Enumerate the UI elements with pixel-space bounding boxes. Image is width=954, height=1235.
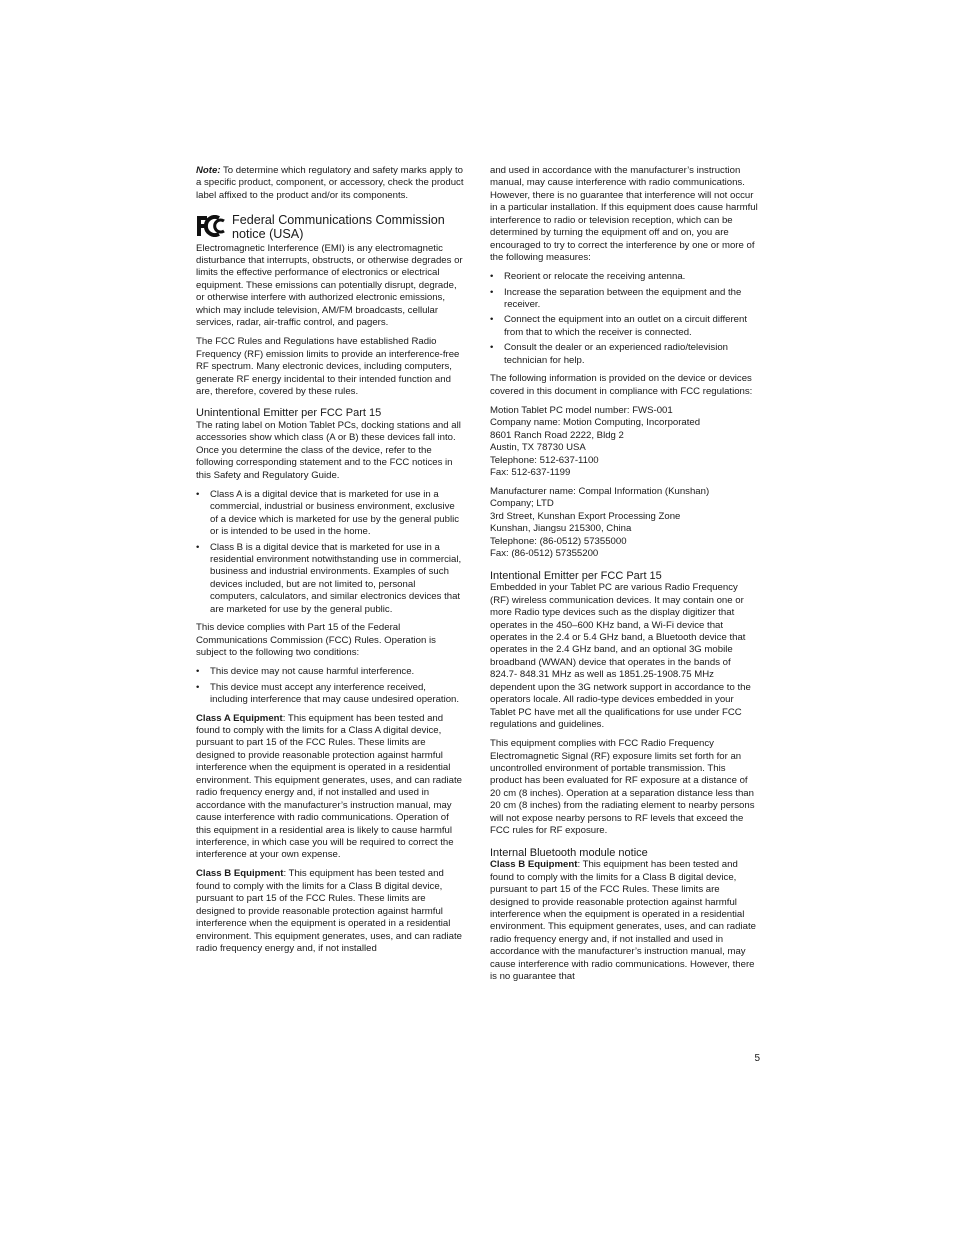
fcc-section-heading [196, 214, 464, 241]
class-b-text: : This equipment has been tested and found to comply with the limits for a Class B digital device, pursuant to part 15 of the FCC Rules. These limits are designed to provide reasonable protection against harmful interference when the equipment is operated in a residential environment. This equipment generates, uses, and can radiate radio frequency energy and, if not installed [196, 868, 462, 955]
bluetooth-class-b-label: Class B Equipment [490, 859, 578, 871]
address-line: 8601 Ranch Road 2222, Bldg 2 [490, 429, 624, 441]
class-a-text: : This equipment has been tested and found to comply with the limits for a Class A digital device, pursuant to part 15 of the FCC Rules. These limits are designed to provide reasonable protection against harmful interference when the equipment is operated in a residential environment. This equipment generates, uses, and can radiate radio frequency energy and, if not installed and used in accordance with the manufacturer’s instruction manual, may cause interference with radio communications. Operation of this equipment in a residential area is likely to cause harmful interference, in which case you will be required to correct the interference at your own expense. [196, 712, 462, 861]
class-bullet-list [196, 489, 464, 617]
condition-bullet-list [196, 666, 464, 706]
address-line: Company name: Motion Computing, Incorporated [490, 417, 701, 429]
fcc-logo-icon [196, 215, 228, 237]
address-line: Kunshan, Jiangsu 215300, China [490, 523, 632, 535]
class-a-paragraph [196, 713, 464, 862]
bluetooth-class-b-paragraph [490, 859, 758, 984]
list-item: • Increase the separation between the equipment and the receiver. [490, 287, 758, 312]
list-item: • This device must accept any interference received, including interference that may cause undesired operation. [196, 682, 464, 707]
bluetooth-class-b-text: : This equipment has been tested and found to comply with the limits for a Class B digital device, pursuant to part 15 of the FCC Rules. These limits are designed to provide reasonable protection against harmful interference when the equipment is operated in a residential environment. This equipment generates, uses, and can radiate radio frequency energy and, if not installed and used in accordance with the manufacturer’s instruction manual, may cause interference with radio communications. However, there is no guarantee that [490, 859, 756, 983]
left-column [196, 165, 464, 962]
list-item: • Connect the equipment into an outlet on a circuit different from that to which the receiver is connected. [490, 314, 758, 339]
unintentional-emitter-heading: Unintentional Emitter per FCC Part 15 [196, 407, 382, 420]
note-label: Note: [196, 165, 221, 176]
address-line: Motion Tablet PC model number: FWS-001 [490, 404, 673, 416]
class-a-label: Class A Equipment [196, 712, 283, 724]
list-item: • Reorient or relocate the receiving antenna. [490, 271, 758, 283]
class-b-paragraph [196, 868, 464, 955]
continuation-paragraph: and used in accordance with the manufacturer’s instruction manual, may cause interference with radio communications. However, there is no guarantee that interference will not occur in a particular installation. If this equipment does cause harmful interference to radio or television reception, which can be determined by turning the equipment off and on, you are encouraged to try to correct the interference by one or more of the following measures: [490, 165, 758, 264]
motion-address-block [490, 405, 758, 480]
class-b-label: Class B Equipment [196, 868, 284, 880]
emi-paragraph: Electromagnetic Interference (EMI) is any electromagnetic disturbance that interrupts, obstructs, or otherwise degrades or limits the effective performance of electronics or electrical equipment. These emissions can potentially disrupt, degrade, or otherwise interfere with authorized electronic emissions, which may include television, AM/FM broadcasts, cellular services, radar, air-traffic control, and pagers. [196, 242, 463, 329]
address-line: Telephone: 512-637-1100 [490, 454, 599, 466]
page-number: 5 [754, 1053, 760, 1064]
list-item: • Class A is a digital device that is marketed for use in a commercial, industrial or business environment, exclusive of a device which is marketed for use by the general public or is intended to be used in the home. [196, 489, 464, 539]
rules-paragraph: The FCC Rules and Regulations have established Radio Frequency (RF) emission limits to provide an interference-free RF spectrum. Many electronic devices, including computers, generate RF energy incidental to their intended function and are, therefore, covered by these rules. [196, 336, 460, 398]
address-line: Austin, TX 78730 USA [490, 442, 586, 454]
address-line: Fax: (86-0512) 57355200 [490, 548, 599, 560]
list-item: • Class B is a digital device that is marketed for use in a residential environment notwithstanding use in commercial, business and industrial environments. Examples of such devices included, but are not limited to, personal computers, calculators, and similar electronics devices that are marketed for use by the general public. [196, 542, 464, 617]
complies-paragraph: This device complies with Part 15 of the Federal Communications Commission (FCC) Rules. Operation is subject to the following two conditions: [196, 622, 436, 659]
bluetooth-heading: Internal Bluetooth module notice [490, 846, 648, 859]
address-line: Manufacturer name: Compal Information (Kunshan) [490, 485, 710, 497]
note-text: To determine which regulatory and safety marks apply to a specific product, component, or accessory, check the product label affixed to the product and/or its components. [196, 165, 464, 201]
address-line: 3rd Street, Kunshan Export Processing Zone [490, 510, 681, 522]
compal-address-block [490, 486, 758, 561]
fcc-heading: Federal Communications Commission notice (USA) [232, 213, 445, 241]
address-line: Telephone: (86-0512) 57355000 [490, 535, 627, 547]
exposure-paragraph: This equipment complies with FCC Radio Frequency Electromagnetic Signal (RF) exposure limits set forth for an uncontrolled environment of portable transmission. This product has been evaluated for RF exposure at a distance of 20 cm (8 inches). Operation at a separation distance less than 20 cm (8 inches) from the radiating element to nearby persons will not expose nearby persons to RF levels that exceed the FCC rules for RF exposure. [490, 738, 755, 837]
intentional-paragraph: Embedded in your Tablet PC are various Radio Frequency (RF) wireless communication devices. It may contain one or more Radio type devices such as the display digitizer that operates in the 450–600 KHz band, a Wi-Fi device that operates in the 2.4 or 5.4 GHz band, a Bluetooth device that operates in the 2.4 GHz band, and an optional 3G mobile broadband (WWAN) device that operates in the bands of 824.7- 848.31 MHz as well as 1851.25-1908.75 MHz dependent upon the 3G network support in accordance to the operators locale. All radio-type devices embedded in your Tablet PC have met all the qualifications for use under FCC regulations and guidelines. [490, 582, 751, 731]
note-paragraph [196, 165, 464, 202]
list-item: • This device may not cause harmful interference. [196, 666, 464, 678]
list-item: • Consult the dealer or an experienced radio/television technician for help. [490, 342, 758, 367]
address-line: Company; LTD [490, 498, 554, 510]
info-paragraph: The following information is provided on the device or devices covered in this document in compliance with FCC regulations: [490, 373, 753, 397]
measures-bullet-list [490, 271, 758, 367]
right-column [490, 165, 758, 990]
rating-paragraph: The rating label on Motion Tablet PCs, docking stations and all accessories show which class (A or B) these devices fall into. Once you determine the class of the device, refer to the following corresponding statement and to the FCC notices in this Safety and Regulatory Guide. [196, 419, 461, 481]
address-line: Fax: 512-637-1199 [490, 466, 571, 478]
intentional-emitter-heading: Intentional Emitter per FCC Part 15 [490, 569, 662, 582]
